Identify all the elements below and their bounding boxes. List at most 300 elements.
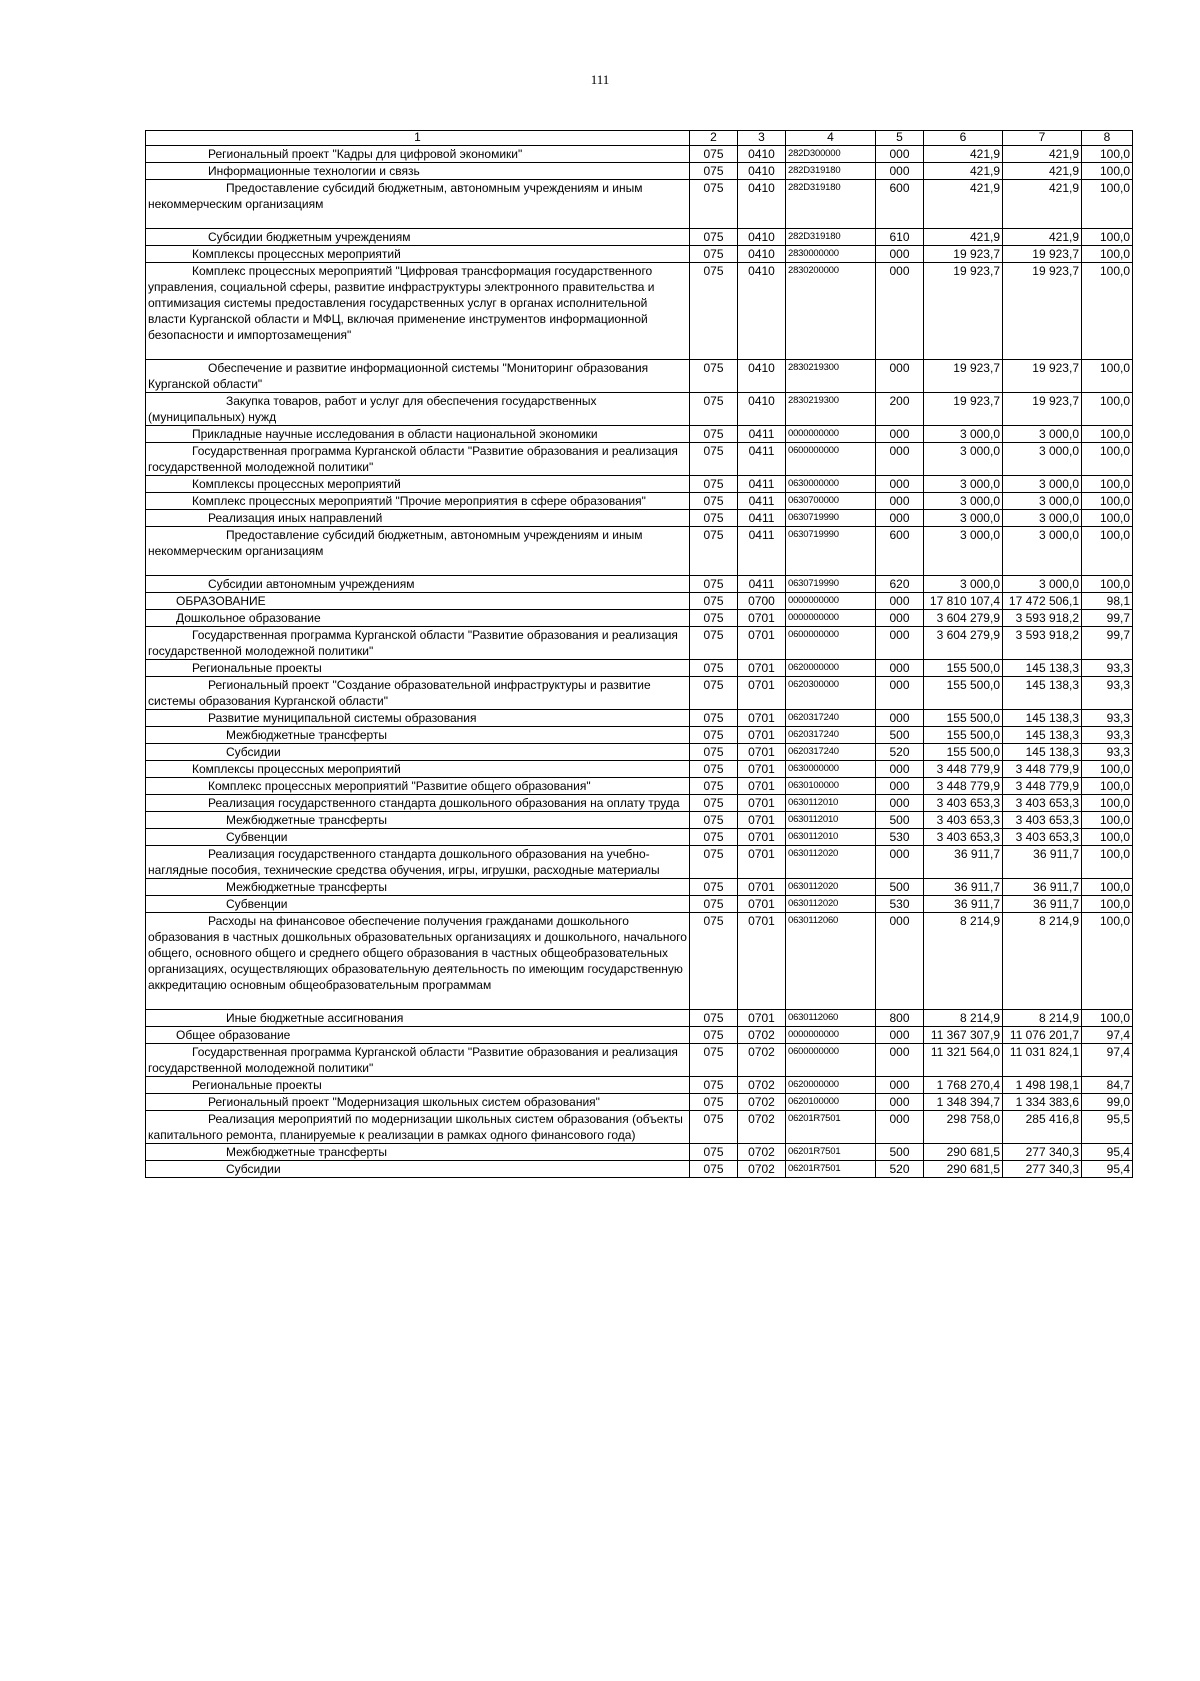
row-name-cell bbox=[146, 761, 690, 778]
row-name-cell bbox=[146, 1094, 690, 1111]
target-article-cell: 0630112010 bbox=[786, 829, 876, 846]
ministry-code-cell: 075 bbox=[690, 677, 738, 710]
ministry-code-cell: 075 bbox=[690, 393, 738, 426]
expense-type-cell: 000 bbox=[876, 761, 924, 778]
target-article-cell: 0630700000 bbox=[786, 493, 876, 510]
row-name: Субсидии bbox=[226, 745, 281, 759]
row-name: Региональный проект "Создание образовательной инфраструктуры и развитие системы образования Курганской области" bbox=[148, 678, 651, 708]
planned-amount-cell: 3 403 653,3 bbox=[924, 795, 1003, 812]
table-row bbox=[146, 627, 1133, 660]
budget-table-body bbox=[146, 146, 1133, 1178]
row-name-cell bbox=[146, 527, 690, 576]
executed-amount-cell: 421,9 bbox=[1003, 229, 1082, 246]
expense-type-cell: 610 bbox=[876, 229, 924, 246]
planned-amount-cell: 8 214,9 bbox=[924, 913, 1003, 1010]
row-name: Государственная программа Курганской области "Развитие образования и реализация государственной молодежной политики" bbox=[148, 444, 678, 474]
row-name: Государственная программа Курганской области "Развитие образования и реализация государственной молодежной политики" bbox=[148, 628, 678, 658]
execution-percent-cell: 100,0 bbox=[1082, 493, 1133, 510]
column-header: 5 bbox=[876, 131, 924, 146]
executed-amount-cell: 19 923,7 bbox=[1003, 246, 1082, 263]
section-code-cell: 0701 bbox=[738, 627, 786, 660]
executed-amount-cell: 277 340,3 bbox=[1003, 1144, 1082, 1161]
executed-amount-cell: 1 498 198,1 bbox=[1003, 1077, 1082, 1094]
ministry-code-cell: 075 bbox=[690, 163, 738, 180]
row-name-cell bbox=[146, 727, 690, 744]
execution-percent-cell: 100,0 bbox=[1082, 180, 1133, 229]
planned-amount-cell: 3 000,0 bbox=[924, 443, 1003, 476]
target-article-cell: 2830200000 bbox=[786, 263, 876, 360]
row-name: Межбюджетные трансферты bbox=[226, 880, 388, 894]
table-row bbox=[146, 846, 1133, 879]
execution-percent-cell: 95,4 bbox=[1082, 1144, 1133, 1161]
row-name: Региональные проекты bbox=[192, 661, 322, 675]
expense-type-cell: 530 bbox=[876, 829, 924, 846]
expense-type-cell: 500 bbox=[876, 727, 924, 744]
execution-percent-cell: 100,0 bbox=[1082, 146, 1133, 163]
row-name: Комплексы процессных мероприятий bbox=[192, 247, 401, 261]
expense-type-cell: 000 bbox=[876, 263, 924, 360]
row-name: Расходы на финансовое обеспечение получения гражданами дошкольного образования в частных дошкольных образовательных организациях и дошкольного, начального общего, основного общего и среднего общего образования в частных общеобразовательных организациях, осуществляющих образовательную деятельность по имеющим государственную аккредитацию основным общеобразовательным программам bbox=[148, 914, 687, 992]
ministry-code-cell: 075 bbox=[690, 426, 738, 443]
execution-percent-cell: 100,0 bbox=[1082, 163, 1133, 180]
planned-amount-cell: 3 000,0 bbox=[924, 510, 1003, 527]
section-code-cell: 0410 bbox=[738, 360, 786, 393]
expense-type-cell: 000 bbox=[876, 476, 924, 493]
target-article-cell: 0630112060 bbox=[786, 913, 876, 1010]
row-name-cell bbox=[146, 744, 690, 761]
row-name: Развитие муниципальной системы образования bbox=[208, 711, 477, 725]
target-article-cell: 0600000000 bbox=[786, 443, 876, 476]
row-name-cell bbox=[146, 829, 690, 846]
table-row bbox=[146, 1027, 1133, 1044]
planned-amount-cell: 3 604 279,9 bbox=[924, 610, 1003, 627]
planned-amount-cell: 298 758,0 bbox=[924, 1111, 1003, 1144]
row-name: Дошкольное образование bbox=[176, 611, 321, 625]
ministry-code-cell: 075 bbox=[690, 744, 738, 761]
row-name: ОБРАЗОВАНИЕ bbox=[176, 594, 266, 608]
table-row bbox=[146, 879, 1133, 896]
section-code-cell: 0702 bbox=[738, 1111, 786, 1144]
table-row bbox=[146, 510, 1133, 527]
executed-amount-cell: 145 138,3 bbox=[1003, 677, 1082, 710]
row-name-cell bbox=[146, 229, 690, 246]
planned-amount-cell: 155 500,0 bbox=[924, 677, 1003, 710]
section-code-cell: 0701 bbox=[738, 846, 786, 879]
table-row bbox=[146, 727, 1133, 744]
execution-percent-cell: 100,0 bbox=[1082, 527, 1133, 576]
planned-amount-cell: 19 923,7 bbox=[924, 393, 1003, 426]
ministry-code-cell: 075 bbox=[690, 443, 738, 476]
executed-amount-cell: 8 214,9 bbox=[1003, 913, 1082, 1010]
section-code-cell: 0702 bbox=[738, 1161, 786, 1178]
planned-amount-cell: 155 500,0 bbox=[924, 660, 1003, 677]
executed-amount-cell: 3 000,0 bbox=[1003, 527, 1082, 576]
column-number-row bbox=[146, 131, 1133, 146]
target-article-cell: 0620000000 bbox=[786, 660, 876, 677]
row-name-cell bbox=[146, 576, 690, 593]
target-article-cell: 0000000000 bbox=[786, 610, 876, 627]
executed-amount-cell: 36 911,7 bbox=[1003, 896, 1082, 913]
target-article-cell: 282D319180 bbox=[786, 163, 876, 180]
execution-percent-cell: 100,0 bbox=[1082, 246, 1133, 263]
execution-percent-cell: 100,0 bbox=[1082, 846, 1133, 879]
row-name-cell bbox=[146, 510, 690, 527]
table-row bbox=[146, 1044, 1133, 1077]
row-name: Субсидии bbox=[226, 1162, 281, 1176]
target-article-cell: 0630719990 bbox=[786, 576, 876, 593]
execution-percent-cell: 100,0 bbox=[1082, 812, 1133, 829]
table-row bbox=[146, 1161, 1133, 1178]
planned-amount-cell: 155 500,0 bbox=[924, 710, 1003, 727]
expense-type-cell: 000 bbox=[876, 846, 924, 879]
expense-type-cell: 000 bbox=[876, 1044, 924, 1077]
row-name: Субвенции bbox=[226, 830, 288, 844]
row-name-cell bbox=[146, 593, 690, 610]
row-name-cell bbox=[146, 1027, 690, 1044]
expense-type-cell: 000 bbox=[876, 1094, 924, 1111]
ministry-code-cell: 075 bbox=[690, 1144, 738, 1161]
expense-type-cell: 000 bbox=[876, 1027, 924, 1044]
execution-percent-cell: 100,0 bbox=[1082, 263, 1133, 360]
ministry-code-cell: 075 bbox=[690, 896, 738, 913]
row-name-cell bbox=[146, 180, 690, 229]
row-name: Закупка товаров, работ и услуг для обеспечения государственных (муниципальных) нужд bbox=[148, 394, 597, 424]
table-row bbox=[146, 1111, 1133, 1144]
execution-percent-cell: 93,3 bbox=[1082, 710, 1133, 727]
target-article-cell: 282D300000 bbox=[786, 146, 876, 163]
ministry-code-cell: 075 bbox=[690, 660, 738, 677]
table-row bbox=[146, 677, 1133, 710]
ministry-code-cell: 075 bbox=[690, 593, 738, 610]
target-article-cell: 06201R7501 bbox=[786, 1144, 876, 1161]
execution-percent-cell: 100,0 bbox=[1082, 896, 1133, 913]
row-name: Межбюджетные трансферты bbox=[226, 728, 388, 742]
ministry-code-cell: 075 bbox=[690, 493, 738, 510]
target-article-cell: 0000000000 bbox=[786, 426, 876, 443]
table-row bbox=[146, 360, 1133, 393]
executed-amount-cell: 3 448 779,9 bbox=[1003, 778, 1082, 795]
row-name: Реализация государственного стандарта дошкольного образования на учебно-наглядные пособия, технические средства обучения, игры, игрушки, расходные материалы bbox=[148, 847, 660, 877]
ministry-code-cell: 075 bbox=[690, 812, 738, 829]
execution-percent-cell: 95,5 bbox=[1082, 1111, 1133, 1144]
section-code-cell: 0702 bbox=[738, 1027, 786, 1044]
row-name: Межбюджетные трансферты bbox=[226, 1145, 388, 1159]
target-article-cell: 0630112010 bbox=[786, 795, 876, 812]
execution-percent-cell: 99,7 bbox=[1082, 627, 1133, 660]
execution-percent-cell: 100,0 bbox=[1082, 426, 1133, 443]
planned-amount-cell: 11 367 307,9 bbox=[924, 1027, 1003, 1044]
executed-amount-cell: 11 076 201,7 bbox=[1003, 1027, 1082, 1044]
table-row bbox=[146, 610, 1133, 627]
executed-amount-cell: 19 923,7 bbox=[1003, 393, 1082, 426]
table-row bbox=[146, 710, 1133, 727]
execution-percent-cell: 100,0 bbox=[1082, 913, 1133, 1010]
row-name-cell bbox=[146, 146, 690, 163]
row-name: Общее образование bbox=[176, 1028, 291, 1042]
executed-amount-cell: 277 340,3 bbox=[1003, 1161, 1082, 1178]
row-name-cell bbox=[146, 1077, 690, 1094]
ministry-code-cell: 075 bbox=[690, 1077, 738, 1094]
planned-amount-cell: 290 681,5 bbox=[924, 1161, 1003, 1178]
planned-amount-cell: 17 810 107,4 bbox=[924, 593, 1003, 610]
execution-percent-cell: 100,0 bbox=[1082, 360, 1133, 393]
ministry-code-cell: 075 bbox=[690, 360, 738, 393]
execution-percent-cell: 100,0 bbox=[1082, 443, 1133, 476]
section-code-cell: 0701 bbox=[738, 677, 786, 710]
expense-type-cell: 000 bbox=[876, 593, 924, 610]
execution-percent-cell: 100,0 bbox=[1082, 576, 1133, 593]
executed-amount-cell: 3 403 653,3 bbox=[1003, 829, 1082, 846]
execution-percent-cell: 93,3 bbox=[1082, 727, 1133, 744]
row-name-cell bbox=[146, 263, 690, 360]
row-name-cell bbox=[146, 443, 690, 476]
planned-amount-cell: 8 214,9 bbox=[924, 1010, 1003, 1027]
page-number: 111 bbox=[590, 72, 610, 87]
execution-percent-cell: 93,3 bbox=[1082, 677, 1133, 710]
execution-percent-cell: 95,4 bbox=[1082, 1161, 1133, 1178]
expense-type-cell: 000 bbox=[876, 246, 924, 263]
row-name: Прикладные научные исследования в области национальной экономики bbox=[192, 427, 598, 441]
target-article-cell: 0630112010 bbox=[786, 812, 876, 829]
expense-type-cell: 000 bbox=[876, 795, 924, 812]
table-row bbox=[146, 229, 1133, 246]
table-row bbox=[146, 527, 1133, 576]
executed-amount-cell: 3 000,0 bbox=[1003, 510, 1082, 527]
target-article-cell: 0630112020 bbox=[786, 896, 876, 913]
ministry-code-cell: 075 bbox=[690, 1044, 738, 1077]
ministry-code-cell: 075 bbox=[690, 180, 738, 229]
ministry-code-cell: 075 bbox=[690, 761, 738, 778]
expense-type-cell: 000 bbox=[876, 1077, 924, 1094]
target-article-cell: 0630000000 bbox=[786, 476, 876, 493]
expense-type-cell: 200 bbox=[876, 393, 924, 426]
row-name: Комплекс процессных мероприятий "Прочие мероприятия в сфере образования" bbox=[192, 494, 646, 508]
section-code-cell: 0701 bbox=[738, 1010, 786, 1027]
execution-percent-cell: 100,0 bbox=[1082, 229, 1133, 246]
table-row bbox=[146, 660, 1133, 677]
execution-percent-cell: 100,0 bbox=[1082, 1010, 1133, 1027]
row-name: Информационные технологии и связь bbox=[208, 164, 420, 178]
target-article-cell: 0620100000 bbox=[786, 1094, 876, 1111]
section-code-cell: 0701 bbox=[738, 727, 786, 744]
section-code-cell: 0701 bbox=[738, 778, 786, 795]
expense-type-cell: 000 bbox=[876, 360, 924, 393]
section-code-cell: 0701 bbox=[738, 829, 786, 846]
executed-amount-cell: 3 000,0 bbox=[1003, 576, 1082, 593]
executed-amount-cell: 36 911,7 bbox=[1003, 879, 1082, 896]
target-article-cell: 06201R7501 bbox=[786, 1111, 876, 1144]
ministry-code-cell: 075 bbox=[690, 778, 738, 795]
planned-amount-cell: 19 923,7 bbox=[924, 263, 1003, 360]
planned-amount-cell: 3 000,0 bbox=[924, 476, 1003, 493]
column-header: 6 bbox=[924, 131, 1003, 146]
ministry-code-cell: 075 bbox=[690, 146, 738, 163]
section-code-cell: 0411 bbox=[738, 443, 786, 476]
planned-amount-cell: 19 923,7 bbox=[924, 360, 1003, 393]
planned-amount-cell: 421,9 bbox=[924, 163, 1003, 180]
section-code-cell: 0411 bbox=[738, 426, 786, 443]
section-code-cell: 0701 bbox=[738, 660, 786, 677]
expense-type-cell: 000 bbox=[876, 710, 924, 727]
planned-amount-cell: 19 923,7 bbox=[924, 246, 1003, 263]
target-article-cell: 0630112060 bbox=[786, 1010, 876, 1027]
section-code-cell: 0702 bbox=[738, 1144, 786, 1161]
table-row bbox=[146, 1010, 1133, 1027]
row-name-cell bbox=[146, 627, 690, 660]
column-header: 8 bbox=[1082, 131, 1133, 146]
row-name-cell bbox=[146, 660, 690, 677]
expense-type-cell: 000 bbox=[876, 778, 924, 795]
section-code-cell: 0701 bbox=[738, 795, 786, 812]
expense-type-cell: 500 bbox=[876, 1144, 924, 1161]
section-code-cell: 0410 bbox=[738, 263, 786, 360]
planned-amount-cell: 11 321 564,0 bbox=[924, 1044, 1003, 1077]
row-name: Реализация мероприятий по модернизации школьных систем образования (объекты капитального ремонта, планируемые к реализации в рамках одного финансового года) bbox=[148, 1112, 683, 1142]
execution-percent-cell: 84,7 bbox=[1082, 1077, 1133, 1094]
row-name-cell bbox=[146, 896, 690, 913]
executed-amount-cell: 3 000,0 bbox=[1003, 476, 1082, 493]
row-name: Региональные проекты bbox=[192, 1078, 322, 1092]
planned-amount-cell: 3 448 779,9 bbox=[924, 778, 1003, 795]
section-code-cell: 0410 bbox=[738, 246, 786, 263]
planned-amount-cell: 3 000,0 bbox=[924, 576, 1003, 593]
row-name: Предоставление субсидий бюджетным, автономным учреждениям и иным некоммерческим организациям bbox=[148, 528, 643, 558]
row-name: Комплекс процессных мероприятий "Развитие общего образования" bbox=[208, 779, 591, 793]
row-name-cell bbox=[146, 246, 690, 263]
expense-type-cell: 000 bbox=[876, 677, 924, 710]
planned-amount-cell: 421,9 bbox=[924, 180, 1003, 229]
planned-amount-cell: 3 403 653,3 bbox=[924, 829, 1003, 846]
section-code-cell: 0411 bbox=[738, 493, 786, 510]
table-row bbox=[146, 795, 1133, 812]
expense-type-cell: 000 bbox=[876, 493, 924, 510]
row-name: Предоставление субсидий бюджетным, автономным учреждениям и иным некоммерческим организациям bbox=[148, 181, 643, 211]
target-article-cell: 2830219300 bbox=[786, 393, 876, 426]
target-article-cell: 06201R7501 bbox=[786, 1161, 876, 1178]
row-name-cell bbox=[146, 710, 690, 727]
row-name-cell bbox=[146, 1044, 690, 1077]
planned-amount-cell: 3 604 279,9 bbox=[924, 627, 1003, 660]
ministry-code-cell: 075 bbox=[690, 710, 738, 727]
target-article-cell: 282D319180 bbox=[786, 229, 876, 246]
execution-percent-cell: 99,0 bbox=[1082, 1094, 1133, 1111]
expense-type-cell: 000 bbox=[876, 1111, 924, 1144]
section-code-cell: 0701 bbox=[738, 610, 786, 627]
table-row bbox=[146, 246, 1133, 263]
expense-type-cell: 000 bbox=[876, 146, 924, 163]
expense-type-cell: 800 bbox=[876, 1010, 924, 1027]
planned-amount-cell: 421,9 bbox=[924, 229, 1003, 246]
execution-percent-cell: 100,0 bbox=[1082, 795, 1133, 812]
table-row bbox=[146, 476, 1133, 493]
row-name: Государственная программа Курганской области "Развитие образования и реализация государственной молодежной политики" bbox=[148, 1045, 678, 1075]
ministry-code-cell: 075 bbox=[690, 510, 738, 527]
planned-amount-cell: 36 911,7 bbox=[924, 896, 1003, 913]
ministry-code-cell: 075 bbox=[690, 1027, 738, 1044]
expense-type-cell: 620 bbox=[876, 576, 924, 593]
executed-amount-cell: 3 593 918,2 bbox=[1003, 610, 1082, 627]
column-header: 1 bbox=[146, 131, 690, 146]
section-code-cell: 0410 bbox=[738, 393, 786, 426]
table-row bbox=[146, 744, 1133, 761]
row-name-cell bbox=[146, 812, 690, 829]
target-article-cell: 0630112020 bbox=[786, 879, 876, 896]
row-name: Субсидии бюджетным учреждениям bbox=[208, 230, 411, 244]
planned-amount-cell: 155 500,0 bbox=[924, 744, 1003, 761]
table-row bbox=[146, 576, 1133, 593]
execution-percent-cell: 100,0 bbox=[1082, 778, 1133, 795]
planned-amount-cell: 3 000,0 bbox=[924, 527, 1003, 576]
table-row bbox=[146, 778, 1133, 795]
target-article-cell: 0600000000 bbox=[786, 1044, 876, 1077]
planned-amount-cell: 155 500,0 bbox=[924, 727, 1003, 744]
execution-percent-cell: 100,0 bbox=[1082, 761, 1133, 778]
table-row bbox=[146, 263, 1133, 360]
row-name: Обеспечение и развитие информационной системы "Мониторинг образования Курганской области" bbox=[148, 361, 649, 391]
planned-amount-cell: 421,9 bbox=[924, 146, 1003, 163]
planned-amount-cell: 36 911,7 bbox=[924, 846, 1003, 879]
target-article-cell: 0000000000 bbox=[786, 593, 876, 610]
row-name-cell bbox=[146, 493, 690, 510]
row-name-cell bbox=[146, 795, 690, 812]
section-code-cell: 0702 bbox=[738, 1094, 786, 1111]
target-article-cell: 282D319180 bbox=[786, 180, 876, 229]
column-header: 4 bbox=[786, 131, 876, 146]
expense-type-cell: 000 bbox=[876, 660, 924, 677]
executed-amount-cell: 145 138,3 bbox=[1003, 710, 1082, 727]
row-name: Иные бюджетные ассигнования bbox=[226, 1011, 404, 1025]
section-code-cell: 0702 bbox=[738, 1044, 786, 1077]
executed-amount-cell: 8 214,9 bbox=[1003, 1010, 1082, 1027]
executed-amount-cell: 421,9 bbox=[1003, 163, 1082, 180]
executed-amount-cell: 3 403 653,3 bbox=[1003, 795, 1082, 812]
expense-type-cell: 000 bbox=[876, 163, 924, 180]
ministry-code-cell: 075 bbox=[690, 1094, 738, 1111]
executed-amount-cell: 421,9 bbox=[1003, 146, 1082, 163]
row-name: Региональный проект "Модернизация школьных систем образования" bbox=[208, 1095, 600, 1109]
ministry-code-cell: 075 bbox=[690, 527, 738, 576]
row-name-cell bbox=[146, 846, 690, 879]
executed-amount-cell: 19 923,7 bbox=[1003, 360, 1082, 393]
table-row bbox=[146, 593, 1133, 610]
executed-amount-cell: 1 334 383,6 bbox=[1003, 1094, 1082, 1111]
table-row bbox=[146, 493, 1133, 510]
expense-type-cell: 500 bbox=[876, 812, 924, 829]
execution-percent-cell: 97,4 bbox=[1082, 1044, 1133, 1077]
executed-amount-cell: 3 000,0 bbox=[1003, 493, 1082, 510]
row-name-cell bbox=[146, 913, 690, 1010]
ministry-code-cell: 075 bbox=[690, 627, 738, 660]
planned-amount-cell: 3 000,0 bbox=[924, 493, 1003, 510]
table-row bbox=[146, 180, 1133, 229]
expense-type-cell: 000 bbox=[876, 913, 924, 1010]
column-header: 2 bbox=[690, 131, 738, 146]
section-code-cell: 0702 bbox=[738, 1077, 786, 1094]
target-article-cell: 0620317240 bbox=[786, 710, 876, 727]
row-name: Комплексы процессных мероприятий bbox=[192, 477, 401, 491]
target-article-cell: 0620317240 bbox=[786, 744, 876, 761]
ministry-code-cell: 075 bbox=[690, 727, 738, 744]
executed-amount-cell: 3 403 653,3 bbox=[1003, 812, 1082, 829]
execution-percent-cell: 100,0 bbox=[1082, 829, 1133, 846]
expense-type-cell: 000 bbox=[876, 510, 924, 527]
executed-amount-cell: 145 138,3 bbox=[1003, 727, 1082, 744]
execution-percent-cell: 97,4 bbox=[1082, 1027, 1133, 1044]
execution-percent-cell: 100,0 bbox=[1082, 476, 1133, 493]
section-code-cell: 0410 bbox=[738, 229, 786, 246]
row-name-cell bbox=[146, 393, 690, 426]
target-article-cell: 0630100000 bbox=[786, 778, 876, 795]
